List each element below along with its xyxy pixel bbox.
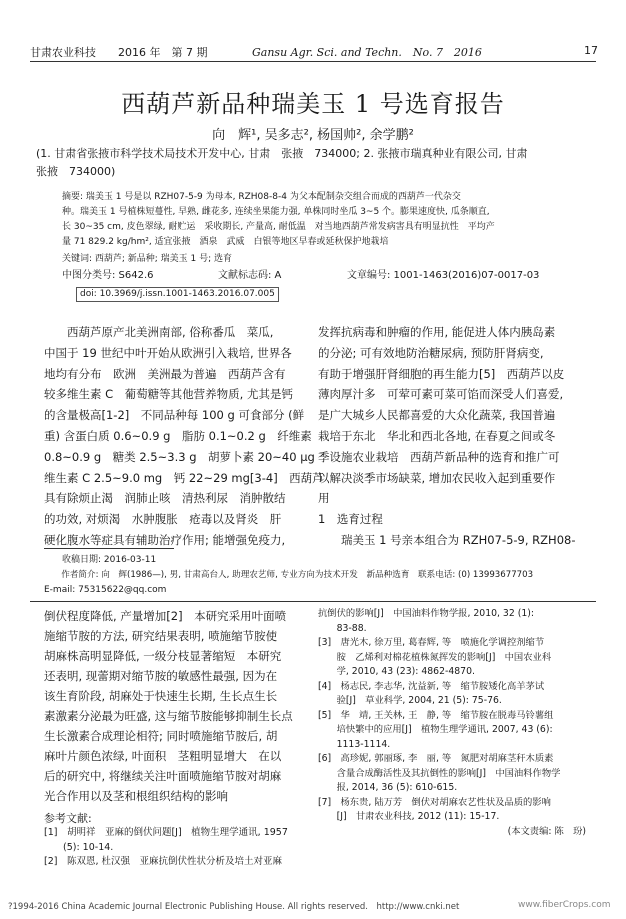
col2-line: 瑞美玉 1 号亲本组合为 RZH07-5-9, RZH08- (318, 532, 576, 547)
page-number: 17 (584, 44, 598, 57)
col1b-line: 后的研究中, 将继续关注叶面喷施缩节胺对胡麻 (44, 769, 282, 783)
affiliation-line-2: 张掖 734000) (36, 165, 116, 178)
col2-line: 是广大城乡人民都喜爱的大众化蔬菜, 我国普遍 (318, 408, 556, 423)
col2-line: 发挥抗病毒和肿瘤的作用, 能促进人体内胰岛素 (318, 325, 556, 339)
col2-line: 栽培于东北 华北和西北各地, 在春夏之间或冬 (318, 428, 556, 443)
col1b-line: 素激素分泌最为旺盛, 这与缩节胺能够抑制生长点 (44, 709, 293, 723)
col2-line: 薄肉厚汁多 可荤可素可菜可馅而深受人们喜爱, (318, 387, 564, 402)
reference-entry: 报, 2014, 36 (5): 610-615. (318, 782, 458, 793)
authors: 向 辉¹, 吴多志², 杨国帅², 余学鹏² (212, 128, 414, 143)
reference-entry: [J] 甘肃农业科技, 2012 (11): 15-17. (318, 811, 500, 822)
col2-line: 季设施农业栽培 西葫芦新品种的选育和推广可 (318, 449, 560, 464)
reference-entry: 含量合成酶活性及其抗倒性的影响[J] 中国油料作物学 (318, 767, 561, 779)
col2-line: 有助于增强肝肾细胞的再生能力[5] 西葫芦以皮 (318, 366, 565, 381)
clc-number: 中图分类号: S642.6 (62, 270, 154, 281)
col1b-line: 生长激素合成理论相符; 同时喷施缩节胺后, 胡 (44, 729, 278, 743)
col2-line: 以解决淡季市场缺菜, 增加农民收入起到重要作 (318, 470, 556, 485)
col1-line: 维生素 C 2.5~9.0 mg 钙 22~29 mg[3-4] 西葫芦 (44, 470, 324, 485)
reference-entry: [5] 华 靖, 王关林, 王 静, 等 缩节胺在脱毒马铃薯组 (318, 709, 554, 721)
col2-line: 用 (318, 491, 330, 506)
reference-entry: [1] 胡明祥 亚麻的倒伏问题[J] 植物生理学通讯, 1957 (44, 827, 288, 838)
col1b-line: 还表明, 现蕾期对缩节胺的敏感性最强, 因为在 (44, 669, 278, 683)
document-code: 文献标志码: A (218, 270, 282, 281)
references-col2 (318, 607, 586, 839)
col1-line: 地均有分布 欧洲 美洲最为普遍 西葫芦含有 (44, 366, 286, 381)
reference-entry: [4] 杨志民, 李志华, 沈益新, 等 缩节胺矮化高羊茅试 (318, 680, 545, 692)
article-title: 西葫芦新品种瑞美玉 1 号选育报告 (121, 90, 505, 118)
abstract-line-1: 摘要: 瑞美玉 1 号是以 RZH07-5-9 为母本, RZH08-8-4 为父本配制杂交组合而成的西葫芦一代杂交 (62, 192, 461, 202)
abstract-line-4: 量 71 829.2 kg/hm², 适宜张掖 酒泉 武威 白银等地区早春或延秋保护地栽培 (62, 237, 389, 247)
reference-entry: 学, 2010, 43 (23): 4862-4870. (318, 666, 475, 677)
reference-entry: 培快繁中的应用[J] 植物生理学通讯, 2007, 43 (6): (318, 724, 553, 735)
running-head-issue: 2016 年 第 7 期 (118, 46, 208, 59)
received-date: 收稿日期: 2016-03-11 (44, 555, 157, 565)
reference-entry: (5): 10-14. (44, 841, 114, 853)
section-heading: 1 选育过程 (318, 512, 383, 527)
copyright-line: ?1994-2016 China Academic Journal Electronic Publishing House. All rights reserved. http://www.cnki.net (8, 902, 460, 912)
col1b-line: 施缩节胺的方法, 研究结果表明, 喷施缩节胺使 (44, 629, 278, 643)
col2-line: 的分泌; 可有效地防治糖尿病, 预防肝肾病变, (318, 345, 544, 360)
affiliation-line-1: (1. 甘肃省张掖市科学技术局技术开发中心, 甘肃 张掖 734000; 2. 张掖市瑞真种业有限公司, 甘肃 (36, 147, 528, 160)
references-title: 参考文献: (44, 812, 92, 825)
col1-line: 中国于 19 世纪中叶开始从欧洲引入栽培, 世界各 (44, 345, 292, 360)
running-head-english: Gansu Agr. Sci. and Techn. No. 7 2016 (252, 46, 482, 59)
reference-entry: [2] 陈双恩, 杜汉强 亚麻抗倒伏性状分析及培土对亚麻 (44, 856, 282, 867)
col1b-line: 胡麻株高明显降低, 一级分枝显著缩短 本研究 (44, 649, 282, 663)
editor-note: (本文责编: 陈 玢) (507, 825, 586, 837)
col1b-line: 倒伏程度降低, 产量增加[2] 本研究采用叶面喷 (44, 609, 287, 623)
col1b-line: 该生育阶段, 胡麻处于快速生长期, 生长点生长 (44, 689, 278, 703)
header-rule (30, 61, 596, 62)
page-split-rule (30, 601, 596, 602)
reference-entry: 83-88. (318, 622, 367, 634)
reference-entry: [6] 高珍妮, 郭丽琢, 李 丽, 等 氮肥对胡麻茎秆木质素 (318, 753, 554, 764)
reference-entry: 胺 乙烯利对棉花植株氮挥发的影响[J] 中国农业科 (318, 651, 552, 663)
abstract-line-3: 长 30~35 cm, 皮色翠绿, 耐贮运 采收期长, 产量高, 耐低温 对当地西葫芦常发病害具有明显抗性 平均产 (62, 222, 495, 232)
doi: doi: 10.3969/j.issn.1001-1463.2016.07.005 (76, 287, 279, 302)
col1-bottom-text (44, 606, 293, 806)
col1-line: 具有除烦止渴 润肺止咳 清热利尿 消肿散结 (44, 491, 286, 506)
author-bio: 作者简介: 向 辉(1986—), 男, 甘肃高台人, 助理农艺师, 专业方向为技术开发 新品种选育 联系电话: (0) 13993677703 (44, 570, 534, 580)
footnote-rule (44, 548, 174, 549)
reference-entry: 验[J] 草业科学, 2004, 21 (5): 75-76. (318, 695, 502, 706)
reference-entry: 抗倒伏的影响[J] 中国油料作物学报, 2010, 32 (1): (318, 608, 535, 619)
references-col1 (44, 826, 288, 870)
col2-top-text (318, 322, 575, 551)
article-number: 文章编号: 1001-1463(2016)07-0017-03 (347, 270, 540, 281)
reference-entry: [7] 杨东贵, 陆万芳 倒伏对胡麻农艺性状及品质的影响 (318, 796, 551, 808)
col1-top-text (44, 322, 324, 551)
col1-line: 较多维生素 C 葡萄糖等其他营养物质, 尤其是钙 (44, 387, 293, 402)
keywords: 关键词: 西葫芦; 新品种; 瑞美玉 1 号; 选育 (62, 254, 233, 264)
abstract-line-2: 种。瑞美玉 1 号植株短蔓性, 早熟, 雌花多, 连续坐果能力强, 单株同时坐瓜 3~5 个。膨果速度快, 瓜条顺直, (62, 207, 490, 217)
col1-line: 西葫芦原产北美洲南部, 俗称番瓜 菜瓜, (44, 325, 274, 339)
watermark: www.fiberCrops.com (518, 900, 611, 910)
running-head-journal: 甘肃农业科技 (30, 46, 96, 59)
col1-line: 的功效, 对烦渴 水肿腹胀 疮毒以及肾炎 肝 (44, 512, 282, 527)
reference-entry: 1113-1114. (318, 738, 391, 750)
author-email: E-mail: 75315622@qq.com (44, 585, 167, 595)
col1-line: 0.8~0.9 g 糖类 2.5~3.3 g 胡萝卜素 20~40 μg (44, 449, 315, 464)
col1b-line: 光合作用以及茎和根组织结构的影响 (44, 789, 228, 803)
col1-line: 重) 含蛋白质 0.6~0.9 g 脂肪 0.1~0.2 g 纤维素 (44, 428, 312, 443)
reference-entry: [3] 唐光木, 徐万里, 葛春辉, 等 喷施化学调控剂缩节 (318, 637, 545, 648)
col1-line: 硬化腹水等症具有辅助治疗作用; 能增强免疫力, (44, 532, 286, 547)
col1-line: 的含量极高[1-2] 不同品种每 100 g 可食部分 (鲜 (44, 408, 305, 423)
col1b-line: 麻叶片颜色浓绿, 叶面积 茎粗明显增大 在以 (44, 749, 282, 763)
